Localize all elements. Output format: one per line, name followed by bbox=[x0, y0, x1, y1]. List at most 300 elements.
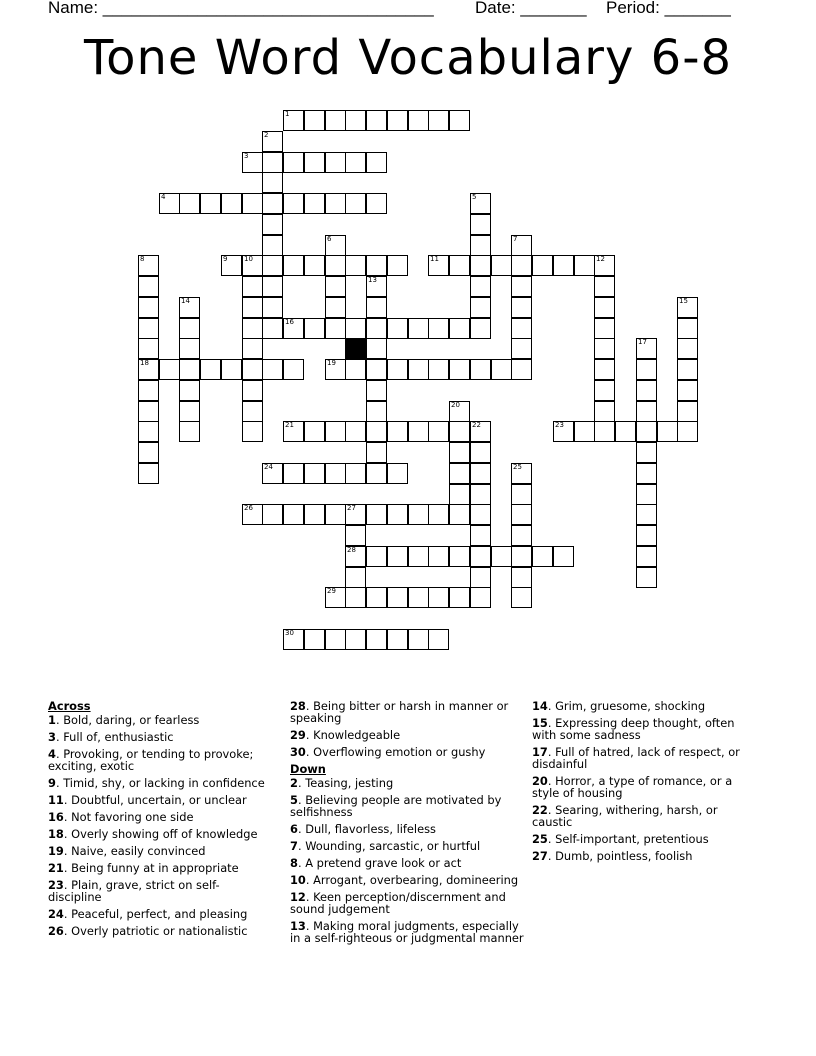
grid-cell[interactable] bbox=[262, 297, 283, 318]
clue-text: Being bitter or harsh in manner or speaking bbox=[290, 699, 509, 725]
grid-cell[interactable] bbox=[636, 421, 657, 442]
grid-cell[interactable] bbox=[262, 131, 283, 152]
grid-cell[interactable] bbox=[449, 504, 470, 525]
grid-cell[interactable] bbox=[179, 297, 200, 318]
clue-text: Full of, enthusiastic bbox=[63, 730, 174, 744]
grid-cell[interactable] bbox=[345, 318, 366, 339]
grid-cell[interactable] bbox=[345, 110, 366, 131]
grid-cell[interactable] bbox=[366, 546, 387, 567]
grid-cell[interactable] bbox=[283, 110, 304, 131]
grid-cell[interactable] bbox=[366, 463, 387, 484]
grid-cell[interactable] bbox=[262, 214, 283, 235]
grid-cell[interactable] bbox=[636, 442, 657, 463]
clue-number: 3 bbox=[48, 730, 56, 744]
grid-cell[interactable] bbox=[594, 255, 615, 276]
grid-cell[interactable] bbox=[138, 297, 159, 318]
clue-text: Provoking, or tending to provoke; exciting, exotic bbox=[48, 747, 254, 773]
grid-cell[interactable] bbox=[511, 297, 532, 318]
grid-cell[interactable] bbox=[262, 255, 283, 276]
clue-text: Dumb, pointless, foolish bbox=[555, 849, 693, 863]
cell-number: 25 bbox=[513, 463, 522, 471]
grid-cell[interactable] bbox=[262, 152, 283, 173]
grid-cell[interactable] bbox=[366, 359, 387, 380]
across-clue: 11. Doubtful, uncertain, or unclear bbox=[48, 793, 247, 807]
grid-cell[interactable] bbox=[428, 546, 449, 567]
grid-cell[interactable] bbox=[470, 421, 491, 442]
grid-cell[interactable] bbox=[304, 152, 325, 173]
grid-cell[interactable] bbox=[200, 359, 221, 380]
clue-text: Keen perception/discernment and sound judgement bbox=[290, 890, 506, 916]
grid-cell[interactable] bbox=[491, 255, 512, 276]
across-clue: 16. Not favoring one side bbox=[48, 810, 194, 824]
grid-cell[interactable] bbox=[677, 318, 698, 339]
grid-cell[interactable] bbox=[449, 546, 470, 567]
grid-cell[interactable] bbox=[242, 297, 263, 318]
grid-cell[interactable] bbox=[511, 338, 532, 359]
cell-number: 9 bbox=[223, 255, 228, 263]
grid-cell[interactable] bbox=[491, 546, 512, 567]
black-cell bbox=[345, 338, 366, 359]
grid-cell[interactable] bbox=[677, 380, 698, 401]
grid-cell[interactable] bbox=[221, 255, 242, 276]
grid-cell[interactable] bbox=[677, 401, 698, 422]
grid-cell[interactable] bbox=[179, 359, 200, 380]
grid-cell[interactable] bbox=[221, 193, 242, 214]
grid-cell[interactable] bbox=[636, 463, 657, 484]
grid-cell[interactable] bbox=[242, 193, 263, 214]
clue-number: 17 bbox=[532, 745, 548, 759]
grid-cell[interactable] bbox=[470, 359, 491, 380]
clue-text: Expressing deep thought, often with some sadness bbox=[532, 716, 735, 742]
grid-cell[interactable] bbox=[304, 421, 325, 442]
grid-cell[interactable] bbox=[636, 401, 657, 422]
grid-cell[interactable] bbox=[470, 546, 491, 567]
grid-cell[interactable] bbox=[511, 484, 532, 505]
clue-number: 30 bbox=[290, 745, 306, 759]
grid-cell[interactable] bbox=[242, 380, 263, 401]
grid-cell[interactable] bbox=[345, 152, 366, 173]
grid-cell[interactable] bbox=[304, 318, 325, 339]
grid-cell[interactable] bbox=[387, 546, 408, 567]
grid-cell[interactable] bbox=[636, 567, 657, 588]
grid-cell[interactable] bbox=[594, 338, 615, 359]
grid-cell[interactable] bbox=[345, 546, 366, 567]
down-clue: 14. Grim, gruesome, shocking bbox=[532, 699, 706, 713]
grid-cell[interactable] bbox=[387, 587, 408, 608]
grid-cell[interactable] bbox=[636, 338, 657, 359]
cell-number: 21 bbox=[285, 421, 294, 429]
clue-number: 15 bbox=[532, 716, 548, 730]
grid-cell[interactable] bbox=[449, 359, 470, 380]
grid-cell[interactable] bbox=[138, 401, 159, 422]
down-clue: 27. Dumb, pointless, foolish bbox=[532, 849, 693, 863]
across-clue: 4. Provoking, or tending to provoke; exciting, exotic bbox=[48, 747, 254, 773]
grid-cell[interactable] bbox=[262, 172, 283, 193]
grid-cell[interactable] bbox=[283, 629, 304, 650]
grid-cell[interactable] bbox=[366, 338, 387, 359]
grid-cell[interactable] bbox=[242, 504, 263, 525]
grid-cell[interactable] bbox=[387, 463, 408, 484]
grid-cell[interactable] bbox=[345, 504, 366, 525]
grid-cell[interactable] bbox=[594, 421, 615, 442]
grid-cell[interactable] bbox=[511, 255, 532, 276]
grid-cell[interactable] bbox=[470, 484, 491, 505]
clue-text: Doubtful, uncertain, or unclear bbox=[71, 793, 247, 807]
grid-cell[interactable] bbox=[262, 359, 283, 380]
cell-number: 18 bbox=[140, 359, 149, 367]
grid-cell[interactable] bbox=[304, 110, 325, 131]
grid-cell[interactable] bbox=[511, 525, 532, 546]
grid-cell[interactable] bbox=[242, 359, 263, 380]
grid-cell[interactable] bbox=[594, 380, 615, 401]
grid-cell[interactable] bbox=[366, 587, 387, 608]
grid-cell[interactable] bbox=[179, 421, 200, 442]
grid-cell[interactable] bbox=[428, 629, 449, 650]
grid-cell[interactable] bbox=[511, 276, 532, 297]
grid-cell[interactable] bbox=[511, 546, 532, 567]
clue-text: Horror, a type of romance, or a style of housing bbox=[532, 774, 733, 800]
across-clue: 9. Timid, shy, or lacking in confidence bbox=[48, 776, 265, 790]
grid-cell[interactable] bbox=[470, 587, 491, 608]
grid-cell[interactable] bbox=[428, 421, 449, 442]
grid-cell[interactable] bbox=[325, 193, 346, 214]
grid-cell[interactable] bbox=[408, 504, 429, 525]
grid-cell[interactable] bbox=[366, 110, 387, 131]
grid-cell[interactable] bbox=[511, 359, 532, 380]
clue-number: 6 bbox=[290, 822, 298, 836]
cell-number: 24 bbox=[264, 463, 273, 471]
across-clue: 23. Plain, grave, strict on self-discipline bbox=[48, 878, 220, 904]
grid-cell[interactable] bbox=[366, 401, 387, 422]
across-clue: 21. Being funny at in appropriate bbox=[48, 861, 239, 875]
clue-text: Peaceful, perfect, and pleasing bbox=[71, 907, 248, 921]
grid-cell[interactable] bbox=[345, 629, 366, 650]
across-clue: 26. Overly patriotic or nationalistic bbox=[48, 924, 248, 938]
grid-cell[interactable] bbox=[262, 318, 283, 339]
grid-cell[interactable] bbox=[345, 463, 366, 484]
grid-cell[interactable] bbox=[511, 463, 532, 484]
grid-cell[interactable] bbox=[449, 110, 470, 131]
grid-cell[interactable] bbox=[366, 504, 387, 525]
grid-cell[interactable] bbox=[408, 546, 429, 567]
clue-text: Overflowing emotion or gushy bbox=[313, 745, 486, 759]
grid-cell[interactable] bbox=[366, 442, 387, 463]
grid-cell[interactable] bbox=[511, 318, 532, 339]
grid-cell[interactable] bbox=[532, 546, 553, 567]
grid-cell[interactable] bbox=[428, 318, 449, 339]
grid-cell[interactable] bbox=[345, 193, 366, 214]
grid-cell[interactable] bbox=[408, 110, 429, 131]
grid-cell[interactable] bbox=[138, 359, 159, 380]
grid-cell[interactable] bbox=[594, 297, 615, 318]
grid-cell[interactable] bbox=[636, 484, 657, 505]
grid-cell[interactable] bbox=[138, 380, 159, 401]
grid-cell[interactable] bbox=[242, 255, 263, 276]
clue-text: Naive, easily convinced bbox=[71, 844, 206, 858]
grid-cell[interactable] bbox=[325, 629, 346, 650]
clue-text: Plain, grave, strict on self-discipline bbox=[48, 878, 220, 904]
grid-cell[interactable] bbox=[553, 546, 574, 567]
grid-cell[interactable] bbox=[262, 193, 283, 214]
grid-cell[interactable] bbox=[159, 359, 180, 380]
across-clue: 29. Knowledgeable bbox=[290, 728, 401, 742]
grid-cell[interactable] bbox=[449, 255, 470, 276]
grid-cell[interactable] bbox=[366, 193, 387, 214]
clue-number: 14 bbox=[532, 699, 548, 713]
grid-cell[interactable] bbox=[242, 318, 263, 339]
grid-cell[interactable] bbox=[366, 152, 387, 173]
grid-cell[interactable] bbox=[304, 193, 325, 214]
grid-cell[interactable] bbox=[283, 359, 304, 380]
grid-cell[interactable] bbox=[594, 318, 615, 339]
grid-cell[interactable] bbox=[470, 235, 491, 256]
grid-cell[interactable] bbox=[594, 359, 615, 380]
grid-cell[interactable] bbox=[262, 504, 283, 525]
grid-cell[interactable] bbox=[387, 629, 408, 650]
grid-cell[interactable] bbox=[304, 255, 325, 276]
grid-cell[interactable] bbox=[345, 587, 366, 608]
grid-cell[interactable] bbox=[449, 401, 470, 422]
grid-cell[interactable] bbox=[574, 255, 595, 276]
down-clue: 2. Teasing, jesting bbox=[290, 776, 394, 790]
grid-cell[interactable] bbox=[387, 255, 408, 276]
clue-number: 27 bbox=[532, 849, 548, 863]
grid-cell[interactable] bbox=[387, 359, 408, 380]
clue-text: Knowledgeable bbox=[313, 728, 401, 742]
cell-number: 19 bbox=[327, 359, 336, 367]
grid-cell[interactable] bbox=[511, 235, 532, 256]
clue-number: 13 bbox=[290, 919, 306, 933]
grid-cell[interactable] bbox=[283, 255, 304, 276]
grid-cell[interactable] bbox=[636, 546, 657, 567]
grid-cell[interactable] bbox=[345, 525, 366, 546]
down-clue: 5. Believing people are motivated by selfishness bbox=[290, 793, 502, 819]
down-clue: 13. Making moral judgments, especially in a self-righteous or judgmental manner bbox=[290, 919, 524, 945]
grid-cell[interactable] bbox=[325, 235, 346, 256]
grid-cell[interactable] bbox=[428, 255, 449, 276]
grid-cell[interactable] bbox=[428, 504, 449, 525]
grid-cell[interactable] bbox=[138, 338, 159, 359]
grid-cell[interactable] bbox=[408, 318, 429, 339]
down-clue: 10. Arrogant, overbearing, domineering bbox=[290, 873, 519, 887]
grid-cell[interactable] bbox=[387, 504, 408, 525]
grid-cell[interactable] bbox=[325, 110, 346, 131]
clue-column-2 bbox=[290, 700, 525, 949]
grid-cell[interactable] bbox=[470, 193, 491, 214]
grid-cell[interactable] bbox=[221, 359, 242, 380]
grid-cell[interactable] bbox=[677, 297, 698, 318]
grid-cell[interactable] bbox=[138, 442, 159, 463]
name-field[interactable]: Name: ___________________________________ bbox=[48, 0, 434, 17]
grid-cell[interactable] bbox=[408, 359, 429, 380]
grid-cell[interactable] bbox=[636, 504, 657, 525]
grid-cell[interactable] bbox=[325, 255, 346, 276]
grid-cell[interactable] bbox=[677, 338, 698, 359]
cell-number: 29 bbox=[327, 587, 336, 595]
cell-number: 11 bbox=[430, 255, 439, 263]
grid-cell[interactable] bbox=[138, 318, 159, 339]
grid-cell[interactable] bbox=[470, 297, 491, 318]
grid-cell[interactable] bbox=[470, 276, 491, 297]
clue-number: 29 bbox=[290, 728, 306, 742]
grid-cell[interactable] bbox=[138, 463, 159, 484]
clue-text: Full of hatred, lack of respect, or disdainful bbox=[532, 745, 740, 771]
grid-cell[interactable] bbox=[470, 214, 491, 235]
grid-cell[interactable] bbox=[283, 463, 304, 484]
clue-column-1 bbox=[48, 700, 273, 942]
clue-number: 21 bbox=[48, 861, 64, 875]
grid-cell[interactable] bbox=[470, 504, 491, 525]
grid-cell[interactable] bbox=[262, 463, 283, 484]
grid-cell[interactable] bbox=[470, 567, 491, 588]
grid-cell[interactable] bbox=[677, 359, 698, 380]
grid-cell[interactable] bbox=[408, 587, 429, 608]
grid-cell[interactable] bbox=[574, 421, 595, 442]
grid-cell[interactable] bbox=[449, 587, 470, 608]
grid-cell[interactable] bbox=[553, 421, 574, 442]
grid-cell[interactable] bbox=[470, 442, 491, 463]
clue-text: Wounding, sarcastic, or hurtful bbox=[305, 839, 481, 853]
grid-cell[interactable] bbox=[304, 504, 325, 525]
clue-number: 12 bbox=[290, 890, 306, 904]
grid-cell[interactable] bbox=[387, 421, 408, 442]
grid-cell[interactable] bbox=[366, 276, 387, 297]
grid-cell[interactable] bbox=[615, 421, 636, 442]
cell-number: 16 bbox=[285, 318, 294, 326]
grid-cell[interactable] bbox=[325, 421, 346, 442]
grid-cell[interactable] bbox=[138, 276, 159, 297]
grid-cell[interactable] bbox=[345, 421, 366, 442]
across-clue: 28. Being bitter or harsh in manner or speaking bbox=[290, 699, 509, 725]
grid-cell[interactable] bbox=[179, 318, 200, 339]
grid-cell[interactable] bbox=[470, 463, 491, 484]
grid-cell[interactable] bbox=[325, 318, 346, 339]
grid-cell[interactable] bbox=[449, 421, 470, 442]
grid-cell[interactable] bbox=[408, 421, 429, 442]
grid-cell[interactable] bbox=[179, 401, 200, 422]
grid-cell[interactable] bbox=[325, 297, 346, 318]
grid-cell[interactable] bbox=[304, 463, 325, 484]
clue-text: Dull, flavorless, lifeless bbox=[305, 822, 436, 836]
grid-cell[interactable] bbox=[242, 152, 263, 173]
grid-cell[interactable] bbox=[262, 276, 283, 297]
grid-cell[interactable] bbox=[449, 463, 470, 484]
grid-cell[interactable] bbox=[491, 359, 512, 380]
cell-number: 30 bbox=[285, 629, 294, 637]
grid-cell[interactable] bbox=[449, 318, 470, 339]
grid-cell[interactable] bbox=[636, 380, 657, 401]
grid-cell[interactable] bbox=[366, 629, 387, 650]
grid-cell[interactable] bbox=[242, 276, 263, 297]
grid-cell[interactable] bbox=[366, 255, 387, 276]
grid-cell[interactable] bbox=[657, 421, 678, 442]
down-clue: 7. Wounding, sarcastic, or hurtful bbox=[290, 839, 481, 853]
down-clue: 15. Expressing deep thought, often with some sadness bbox=[532, 716, 735, 742]
grid-cell[interactable] bbox=[408, 629, 429, 650]
grid-cell[interactable] bbox=[387, 318, 408, 339]
grid-cell[interactable] bbox=[325, 587, 346, 608]
clue-number: 20 bbox=[532, 774, 548, 788]
down-clue: 20. Horror, a type of romance, or a style of housing bbox=[532, 774, 733, 800]
down-clue: 17. Full of hatred, lack of respect, or disdainful bbox=[532, 745, 740, 771]
grid-cell[interactable] bbox=[179, 193, 200, 214]
clue-number: 19 bbox=[48, 844, 64, 858]
date-field[interactable]: Date: _______ bbox=[475, 0, 587, 17]
grid-cell[interactable] bbox=[242, 421, 263, 442]
grid-cell[interactable] bbox=[366, 421, 387, 442]
grid-cell[interactable] bbox=[283, 152, 304, 173]
grid-cell[interactable] bbox=[138, 421, 159, 442]
period-field[interactable]: Period: _______ bbox=[606, 0, 731, 17]
cell-number: 27 bbox=[347, 504, 356, 512]
grid-cell[interactable] bbox=[325, 359, 346, 380]
grid-cell[interactable] bbox=[511, 504, 532, 525]
cell-number: 7 bbox=[513, 235, 518, 243]
grid-cell[interactable] bbox=[677, 421, 698, 442]
grid-cell[interactable] bbox=[428, 587, 449, 608]
grid-cell[interactable] bbox=[283, 504, 304, 525]
grid-cell[interactable] bbox=[262, 235, 283, 256]
grid-cell[interactable] bbox=[594, 401, 615, 422]
grid-cell[interactable] bbox=[283, 318, 304, 339]
down-heading: Down bbox=[290, 762, 326, 776]
grid-cell[interactable] bbox=[449, 484, 470, 505]
grid-cell[interactable] bbox=[283, 421, 304, 442]
grid-cell[interactable] bbox=[179, 338, 200, 359]
grid-cell[interactable] bbox=[470, 318, 491, 339]
grid-cell[interactable] bbox=[242, 401, 263, 422]
grid-cell[interactable] bbox=[242, 338, 263, 359]
grid-cell[interactable] bbox=[325, 152, 346, 173]
grid-cell[interactable] bbox=[553, 255, 574, 276]
grid-cell[interactable] bbox=[636, 525, 657, 546]
across-clue: 30. Overflowing emotion or gushy bbox=[290, 745, 486, 759]
grid-cell[interactable] bbox=[366, 380, 387, 401]
grid-cell[interactable] bbox=[470, 255, 491, 276]
grid-cell[interactable] bbox=[470, 525, 491, 546]
grid-cell[interactable] bbox=[449, 442, 470, 463]
grid-cell[interactable] bbox=[345, 255, 366, 276]
down-clue: 25. Self-important, pretentious bbox=[532, 832, 709, 846]
grid-cell[interactable] bbox=[345, 359, 366, 380]
grid-cell[interactable] bbox=[325, 276, 346, 297]
grid-cell[interactable] bbox=[366, 297, 387, 318]
grid-cell[interactable] bbox=[325, 504, 346, 525]
grid-cell[interactable] bbox=[200, 193, 221, 214]
grid-cell[interactable] bbox=[138, 255, 159, 276]
across-clue: 1. Bold, daring, or fearless bbox=[48, 713, 200, 727]
grid-cell[interactable] bbox=[325, 463, 346, 484]
grid-cell[interactable] bbox=[387, 110, 408, 131]
grid-cell[interactable] bbox=[345, 567, 366, 588]
grid-cell[interactable] bbox=[594, 276, 615, 297]
grid-cell[interactable] bbox=[428, 359, 449, 380]
cell-number: 5 bbox=[472, 193, 477, 201]
grid-cell[interactable] bbox=[636, 359, 657, 380]
grid-cell[interactable] bbox=[159, 193, 180, 214]
grid-cell[interactable] bbox=[428, 110, 449, 131]
clue-number: 22 bbox=[532, 803, 548, 817]
clue-text: Overly patriotic or nationalistic bbox=[71, 924, 248, 938]
grid-cell[interactable] bbox=[283, 193, 304, 214]
grid-cell[interactable] bbox=[179, 380, 200, 401]
grid-cell[interactable] bbox=[304, 629, 325, 650]
grid-cell[interactable] bbox=[511, 587, 532, 608]
grid-cell[interactable] bbox=[532, 255, 553, 276]
grid-cell[interactable] bbox=[366, 318, 387, 339]
grid-cell[interactable] bbox=[511, 567, 532, 588]
clue-number: 1 bbox=[48, 713, 56, 727]
